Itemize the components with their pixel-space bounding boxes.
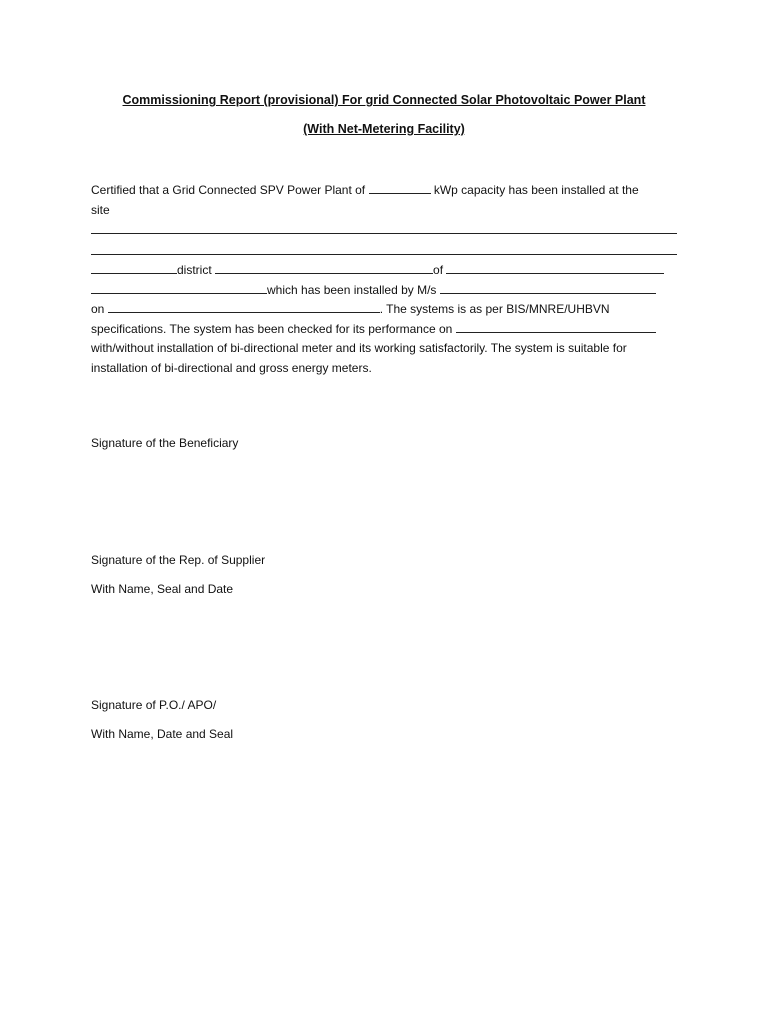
para-text: kWp capacity has been installed at the (433, 183, 639, 197)
performance-date-blank (456, 320, 656, 333)
site-blank-1 (91, 220, 677, 234)
certification-paragraph (91, 181, 677, 378)
para-line-7 (91, 300, 677, 320)
site-blank-2 (91, 241, 677, 255)
area-blank (91, 261, 177, 274)
location-blank (91, 281, 267, 294)
signature-po: Signature of P.O./ APO/ (91, 698, 217, 712)
para-text: specifications. The system has been checked for its performance on (91, 321, 453, 336)
of-blank (446, 261, 664, 274)
signature-po-details: With Name, Date and Seal (91, 727, 234, 741)
para-text: Certified that a Grid Connected SPV Power Plant of (91, 183, 366, 197)
report-subtitle: (With Net-Metering Facility) (303, 122, 465, 136)
para-line-1 (91, 181, 677, 201)
para-text: which has been installed by M/s (267, 282, 437, 297)
signature-supplier-details: With Name, Seal and Date (91, 582, 234, 596)
signature-beneficiary: Signature of the Beneficiary (91, 436, 239, 450)
para-line-8 (91, 320, 677, 340)
para-line-6 (91, 281, 677, 301)
report-title: Commissioning Report (provisional) For grid Connected Solar Photovoltaic Power Plant (122, 93, 646, 107)
capacity-blank (369, 181, 431, 194)
para-line-10: installation of bi-directional and gross energy meters. (91, 360, 372, 375)
supplier-blank (440, 281, 656, 294)
para-text: . The systems is as per BIS/MNRE/UHBVN (379, 302, 610, 316)
para-line-9: with/without installation of bi-directional meter and its working satisfactorily. The system is suitable for (91, 341, 627, 355)
para-line-2: site (91, 202, 110, 217)
district-blank (215, 261, 433, 274)
para-text: of (433, 263, 444, 277)
para-text: on (91, 302, 105, 316)
signature-supplier: Signature of the Rep. of Supplier (91, 553, 266, 567)
para-line-5 (91, 261, 677, 281)
date-blank (108, 300, 380, 313)
para-text: district (177, 263, 212, 277)
